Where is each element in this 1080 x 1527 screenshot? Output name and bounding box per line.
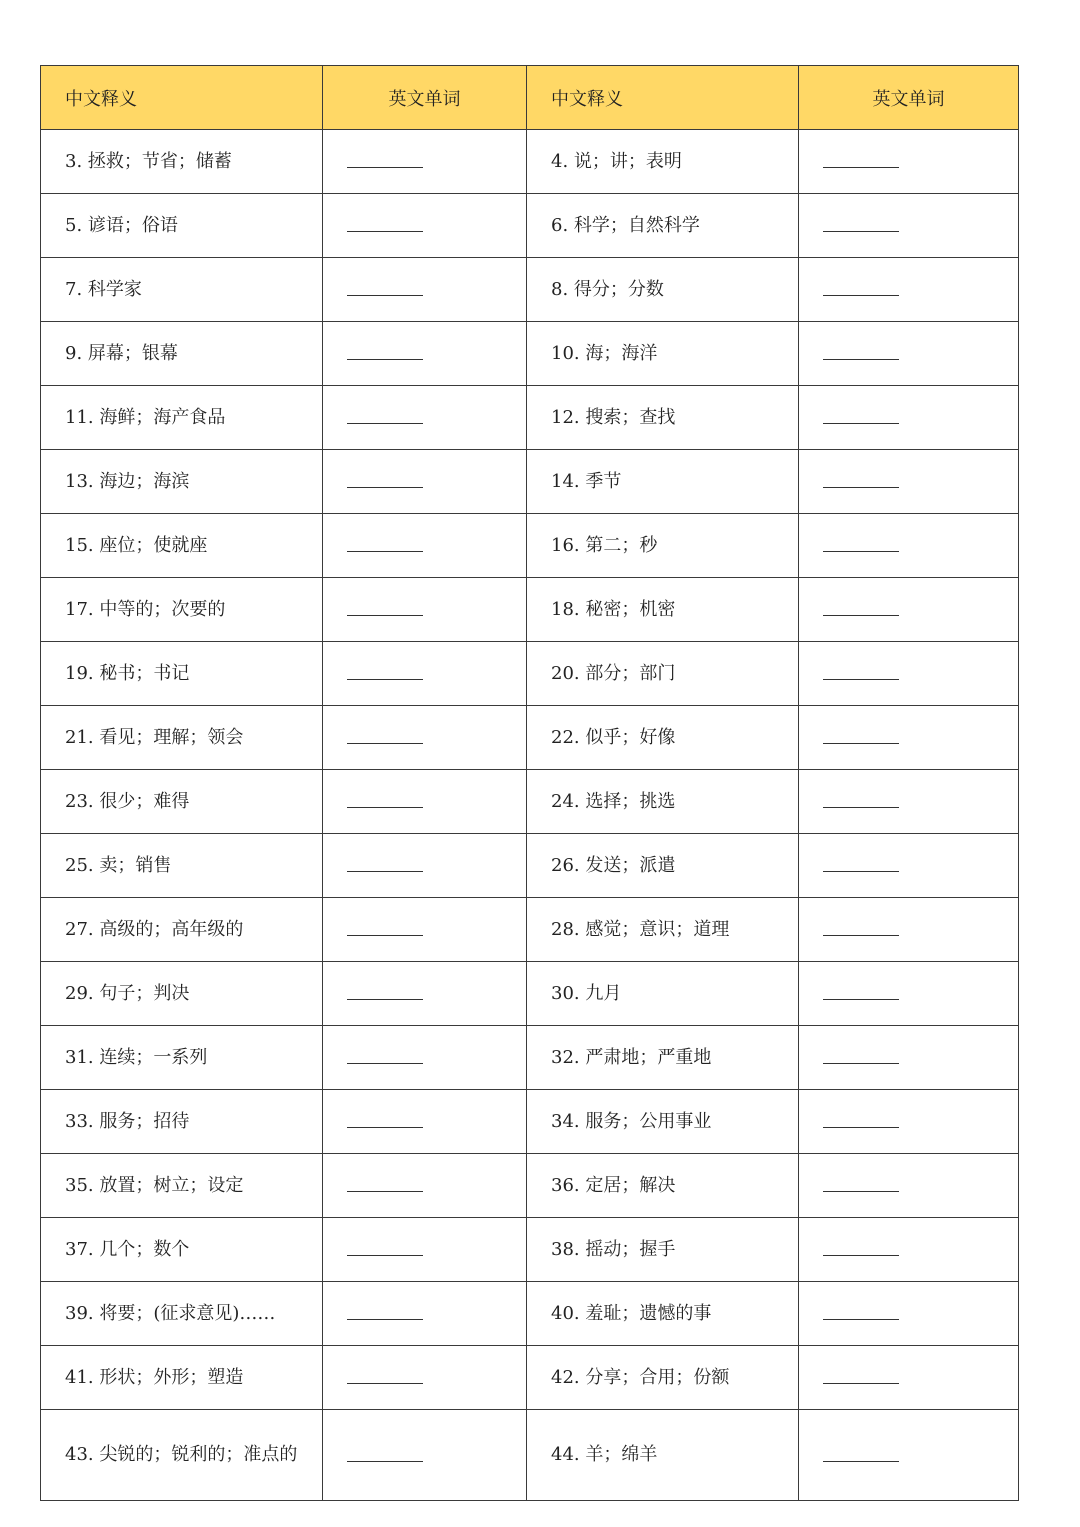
answer-blank-line[interactable] xyxy=(347,1190,423,1192)
chinese-meaning-cell: 9. 屏幕；银幕 xyxy=(41,322,323,386)
english-word-answer-cell[interactable] xyxy=(323,1410,527,1501)
table-row xyxy=(41,1026,1019,1090)
english-word-answer-cell[interactable] xyxy=(323,194,527,258)
chinese-meaning-cell: 26. 发送；派遣 xyxy=(527,834,799,898)
header-chinese-meaning-1: 中文释义 xyxy=(41,66,323,130)
chinese-meaning-cell: 36. 定居；解决 xyxy=(527,1154,799,1218)
answer-blank-line[interactable] xyxy=(347,806,423,808)
english-word-answer-cell[interactable] xyxy=(323,514,527,578)
answer-blank-line[interactable] xyxy=(823,1062,899,1064)
chinese-meaning-cell: 30. 九月 xyxy=(527,962,799,1026)
chinese-meaning-cell: 33. 服务；招待 xyxy=(41,1090,323,1154)
table-row xyxy=(41,642,1019,706)
answer-blank-line[interactable] xyxy=(823,230,899,232)
answer-blank-line[interactable] xyxy=(823,678,899,680)
english-word-answer-cell[interactable] xyxy=(323,386,527,450)
answer-blank-line[interactable] xyxy=(823,614,899,616)
chinese-meaning-cell: 8. 得分；分数 xyxy=(527,258,799,322)
english-word-answer-cell[interactable] xyxy=(799,450,1019,514)
table-row xyxy=(41,1218,1019,1282)
table-row xyxy=(41,1410,1019,1501)
english-word-answer-cell[interactable] xyxy=(799,322,1019,386)
chinese-meaning-cell: 39. 将要；(征求意见)…… xyxy=(41,1282,323,1346)
chinese-meaning-cell: 12. 搜索；查找 xyxy=(527,386,799,450)
english-word-answer-cell[interactable] xyxy=(323,322,527,386)
table-row xyxy=(41,834,1019,898)
table-row xyxy=(41,1282,1019,1346)
answer-blank-line[interactable] xyxy=(347,1254,423,1256)
english-word-answer-cell[interactable] xyxy=(799,514,1019,578)
vocab-table xyxy=(40,65,1019,1501)
chinese-meaning-cell: 25. 卖；销售 xyxy=(41,834,323,898)
english-word-answer-cell[interactable] xyxy=(323,706,527,770)
answer-blank-line[interactable] xyxy=(347,1318,423,1320)
answer-blank-line[interactable] xyxy=(823,1190,899,1192)
table-row xyxy=(41,770,1019,834)
answer-blank-line[interactable] xyxy=(347,1460,423,1462)
chinese-meaning-cell: 40. 羞耻；遗憾的事 xyxy=(527,1282,799,1346)
chinese-meaning-cell: 37. 几个；数个 xyxy=(41,1218,323,1282)
chinese-meaning-cell: 20. 部分；部门 xyxy=(527,642,799,706)
answer-blank-line[interactable] xyxy=(823,1318,899,1320)
chinese-meaning-cell: 27. 高级的；高年级的 xyxy=(41,898,323,962)
chinese-meaning-cell: 5. 谚语；俗语 xyxy=(41,194,323,258)
english-word-answer-cell[interactable] xyxy=(799,962,1019,1026)
english-word-answer-cell[interactable] xyxy=(799,194,1019,258)
table-row xyxy=(41,578,1019,642)
answer-blank-line[interactable] xyxy=(823,1460,899,1462)
chinese-meaning-cell: 42. 分享；合用；份额 xyxy=(527,1346,799,1410)
header-english-word-2: 英文单词 xyxy=(799,66,1019,130)
answer-blank-line[interactable] xyxy=(823,742,899,744)
english-word-answer-cell[interactable] xyxy=(799,706,1019,770)
english-word-answer-cell[interactable] xyxy=(799,1026,1019,1090)
english-word-answer-cell[interactable] xyxy=(323,1218,527,1282)
english-word-answer-cell[interactable] xyxy=(799,770,1019,834)
table-row xyxy=(41,450,1019,514)
chinese-meaning-cell: 35. 放置；树立；设定 xyxy=(41,1154,323,1218)
chinese-meaning-cell: 19. 秘书；书记 xyxy=(41,642,323,706)
english-word-answer-cell[interactable] xyxy=(323,1282,527,1346)
chinese-meaning-cell: 43. 尖锐的；锐利的；准点的 xyxy=(41,1410,323,1501)
english-word-answer-cell[interactable] xyxy=(323,1154,527,1218)
chinese-meaning-cell: 38. 摇动；握手 xyxy=(527,1218,799,1282)
answer-blank-line[interactable] xyxy=(347,230,423,232)
chinese-meaning-cell: 23. 很少；难得 xyxy=(41,770,323,834)
chinese-meaning-cell: 32. 严肃地；严重地 xyxy=(527,1026,799,1090)
answer-blank-line[interactable] xyxy=(347,934,423,936)
english-word-answer-cell[interactable] xyxy=(323,450,527,514)
answer-blank-line[interactable] xyxy=(823,806,899,808)
answer-blank-line[interactable] xyxy=(347,1382,423,1384)
table-row xyxy=(41,898,1019,962)
chinese-meaning-cell: 6. 科学；自然科学 xyxy=(527,194,799,258)
english-word-answer-cell[interactable] xyxy=(799,1090,1019,1154)
english-word-answer-cell[interactable] xyxy=(799,1410,1019,1501)
chinese-meaning-cell: 41. 形状；外形；塑造 xyxy=(41,1346,323,1410)
answer-blank-line[interactable] xyxy=(823,1382,899,1384)
chinese-meaning-cell: 21. 看见；理解；领会 xyxy=(41,706,323,770)
table-row xyxy=(41,514,1019,578)
chinese-meaning-cell: 18. 秘密；机密 xyxy=(527,578,799,642)
chinese-meaning-cell: 28. 感觉；意识；道理 xyxy=(527,898,799,962)
english-word-answer-cell[interactable] xyxy=(799,578,1019,642)
english-word-answer-cell[interactable] xyxy=(323,1090,527,1154)
english-word-answer-cell[interactable] xyxy=(799,386,1019,450)
english-word-answer-cell[interactable] xyxy=(323,1346,527,1410)
answer-blank-line[interactable] xyxy=(823,1126,899,1128)
table-row xyxy=(41,130,1019,194)
table-row xyxy=(41,1090,1019,1154)
english-word-answer-cell[interactable] xyxy=(323,130,527,194)
chinese-meaning-cell: 16. 第二；秒 xyxy=(527,514,799,578)
chinese-meaning-cell: 3. 拯救；节省；储蓄 xyxy=(41,130,323,194)
answer-blank-line[interactable] xyxy=(347,358,423,360)
answer-blank-line[interactable] xyxy=(347,550,423,552)
chinese-meaning-cell: 44. 羊；绵羊 xyxy=(527,1410,799,1501)
english-word-answer-cell[interactable] xyxy=(323,770,527,834)
answer-blank-line[interactable] xyxy=(823,550,899,552)
answer-blank-line[interactable] xyxy=(347,678,423,680)
chinese-meaning-cell: 24. 选择；挑选 xyxy=(527,770,799,834)
answer-blank-line[interactable] xyxy=(347,486,423,488)
table-row xyxy=(41,194,1019,258)
answer-blank-line[interactable] xyxy=(347,870,423,872)
chinese-meaning-cell: 10. 海；海洋 xyxy=(527,322,799,386)
answer-blank-line[interactable] xyxy=(823,1254,899,1256)
header-english-word-1: 英文单词 xyxy=(323,66,527,130)
answer-blank-line[interactable] xyxy=(347,422,423,424)
english-word-answer-cell[interactable] xyxy=(799,1218,1019,1282)
english-word-answer-cell[interactable] xyxy=(323,1026,527,1090)
answer-blank-line[interactable] xyxy=(823,870,899,872)
chinese-meaning-cell: 29. 句子；判决 xyxy=(41,962,323,1026)
chinese-meaning-cell: 13. 海边；海滨 xyxy=(41,450,323,514)
english-word-answer-cell[interactable] xyxy=(323,834,527,898)
table-row xyxy=(41,322,1019,386)
chinese-meaning-cell: 31. 连续；一系列 xyxy=(41,1026,323,1090)
english-word-answer-cell[interactable] xyxy=(799,258,1019,322)
answer-blank-line[interactable] xyxy=(823,422,899,424)
answer-blank-line[interactable] xyxy=(823,294,899,296)
english-word-answer-cell[interactable] xyxy=(799,1154,1019,1218)
answer-blank-line[interactable] xyxy=(347,1126,423,1128)
table-row xyxy=(41,706,1019,770)
answer-blank-line[interactable] xyxy=(823,358,899,360)
table-header-row xyxy=(41,66,1019,130)
table-row xyxy=(41,962,1019,1026)
answer-blank-line[interactable] xyxy=(823,166,899,168)
chinese-meaning-cell: 11. 海鲜；海产食品 xyxy=(41,386,323,450)
chinese-meaning-cell: 34. 服务；公用事业 xyxy=(527,1090,799,1154)
english-word-answer-cell[interactable] xyxy=(323,898,527,962)
table-body xyxy=(41,130,1019,1501)
chinese-meaning-cell: 7. 科学家 xyxy=(41,258,323,322)
answer-blank-line[interactable] xyxy=(823,934,899,936)
table-row xyxy=(41,1346,1019,1410)
english-word-answer-cell[interactable] xyxy=(799,130,1019,194)
chinese-meaning-cell: 14. 季节 xyxy=(527,450,799,514)
answer-blank-line[interactable] xyxy=(347,742,423,744)
answer-blank-line[interactable] xyxy=(823,998,899,1000)
english-word-answer-cell[interactable] xyxy=(323,642,527,706)
answer-blank-line[interactable] xyxy=(347,998,423,1000)
answer-blank-line[interactable] xyxy=(347,166,423,168)
english-word-answer-cell[interactable] xyxy=(323,962,527,1026)
english-word-answer-cell[interactable] xyxy=(799,1282,1019,1346)
chinese-meaning-cell: 17. 中等的；次要的 xyxy=(41,578,323,642)
english-word-answer-cell[interactable] xyxy=(799,898,1019,962)
chinese-meaning-cell: 22. 似乎；好像 xyxy=(527,706,799,770)
chinese-meaning-cell: 4. 说；讲；表明 xyxy=(527,130,799,194)
english-word-answer-cell[interactable] xyxy=(799,834,1019,898)
english-word-answer-cell[interactable] xyxy=(323,258,527,322)
chinese-meaning-cell: 15. 座位；使就座 xyxy=(41,514,323,578)
header-chinese-meaning-2: 中文释义 xyxy=(527,66,799,130)
table-row xyxy=(41,258,1019,322)
answer-blank-line[interactable] xyxy=(347,614,423,616)
answer-blank-line[interactable] xyxy=(347,1062,423,1064)
table-row xyxy=(41,386,1019,450)
english-word-answer-cell[interactable] xyxy=(323,578,527,642)
english-word-answer-cell[interactable] xyxy=(799,642,1019,706)
answer-blank-line[interactable] xyxy=(823,486,899,488)
answer-blank-line[interactable] xyxy=(347,294,423,296)
english-word-answer-cell[interactable] xyxy=(799,1346,1019,1410)
table-row xyxy=(41,1154,1019,1218)
